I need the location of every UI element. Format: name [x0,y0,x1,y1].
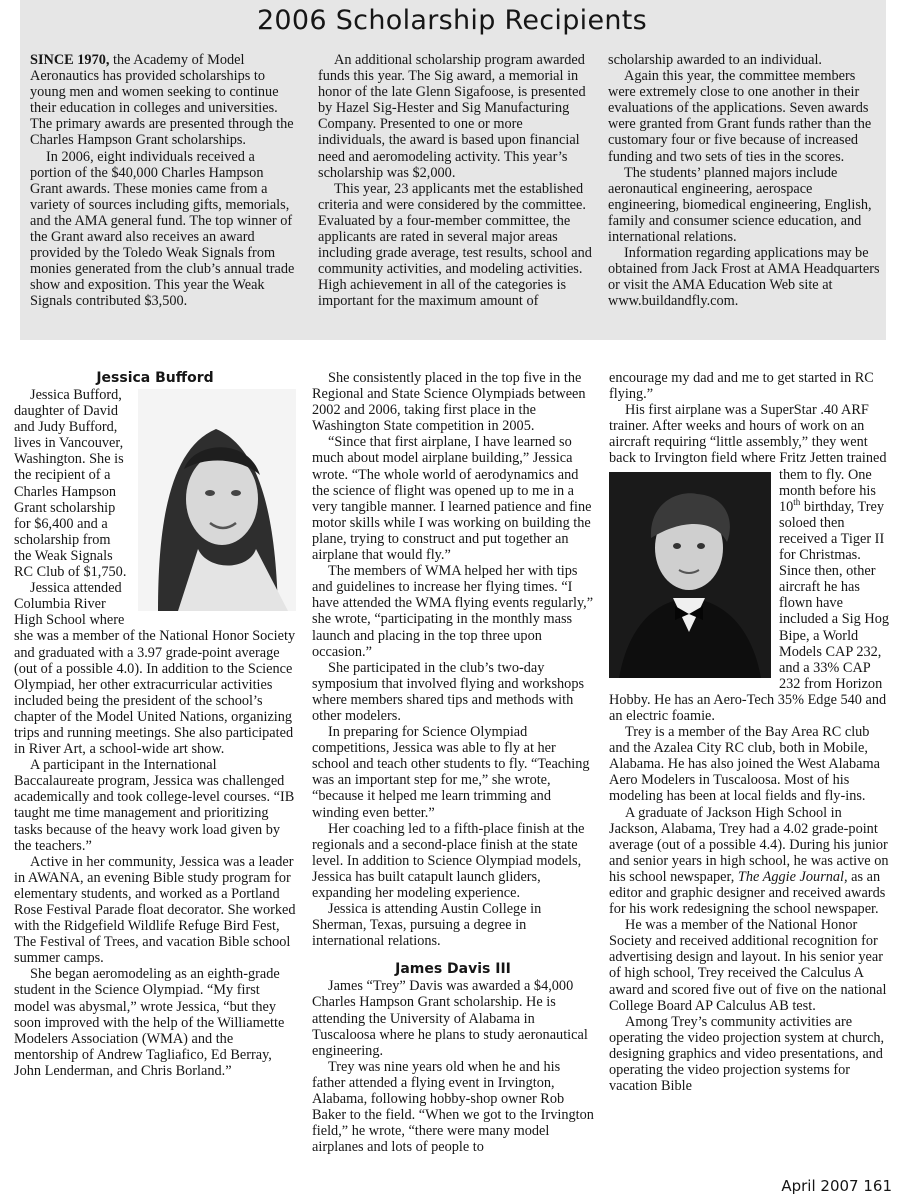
bio-paragraph: He was a member of the National Honor Society and received additional recognition for advertising design and layout. In his senior year of high school, Trey received the Calculus A award and scored five out of five on the national College Board AP Calculus AB test. [609,917,887,1014]
bio-paragraph: She participated in the club’s two-day symposium that involved flying and workshops where members shared tips and methods with other modelers. [312,659,585,724]
bio-paragraph: Jessica is attending Austin College in Sherman, Texas, pursuing a degree in international relations. [312,901,542,950]
bio-paragraph: A graduate of Jackson High School in Jackson, Alabama, Trey had a 4.02 grade-point average (out of a possible 4.4). During his junior and senior years in high school, he was active on his school newspaper, The Aggie Journal, as an editor and graphic designer and received awards for his work redesigning the school newspaper. [609,804,889,918]
intro-paragraph: An additional scholarship program awarded funds this year. The Sig award, a memorial in honor of the late Glenn Sigafoose, is presented by Hazel Sig-Hester and Sig Manufacturing Company. Presented to one or more individuals, the award is based upon financial need and aeromodeling activity. This year’s scholarship was $2,000. [318,52,586,181]
bio-paragraph: Her coaching led to a fifth-place finish at the regionals and a second-place finish at the state level. In addition to Science Olympiad models, Jessica has built catapult launch gliders, expanding her modeling experience. [312,820,585,901]
page-number: 161 [863,1177,892,1195]
bio-paragraph: encourage my dad and me to get started in RC flying.” [609,370,874,403]
bio-paragraph: Jessica Bufford, daughter of David and Judy Bufford, lives in Vancouver, Washington. She is the recipient of a Charles Hampson Grant scholarship for $6,400 and a scholarship from the Weak Signals RC Club of $1,750. [14,387,127,581]
portrait-icon [609,472,771,678]
bio-paragraph: Among Trey’s community activities are operating the video projection system at church, designing graphics and video presentations, and operating the video projection systems for vacation Bible [609,1013,885,1095]
photo-jessica-bufford [138,389,296,611]
bio-name-jessica-bufford: Jessica Bufford [96,370,214,386]
bio-paragraph: Trey was nine years old when he and his father attended a flying event in Irvington, Alabama, following hobby-shop owner Rob Baker to the field. “When we got to the Irvington field,” he wrote, “there were many model airplanes and lots of people to [312,1058,594,1156]
page-footer [781,1176,892,1196]
photo-james-davis [609,472,771,678]
intro-column-3 [608,52,880,310]
portrait-icon [138,389,296,611]
bio-paragraph: “Since that first airplane, I have learned so much about model airplane building,” Jessica wrote. “The whole world of aerodynamics and the science of flight was opened up to me in a very tangible manner. I learned patience and fine motor skills while I was working on building the plane, trying to construct and put together an airplane that would fly.” [312,434,592,564]
intro-paragraph: The students’ planned majors include aeronautical engineering, aerospace engineering, biomedical engineering, English, family and consumer science education, and international relations. [608,164,872,246]
intro-paragraph: SINCE 1970, the Academy of Model Aeronautics has provided scholarships to young men and women seeking to continue their education in colleges and universities. The primary awards are presented through the Charles Hampson Grant scholarships. [30,52,294,149]
bio-paragraph: She began aeromodeling as an eighth-grade student in the Science Olympiad. “My first model was abysmal,” wrote Jessica, “but they soon improved with the help of the Williamette Modelers Association (WMA) and the mentorship of Andrew Tagliafico, Ed Berray, John Lenderman, and Chris Borland.” [14,966,285,1079]
issue-date: April 2007 [781,1177,859,1195]
bio-paragraph: Jessica attended Columbia River High School where she was a member of the National Honor Society and graduated with a 3.97 grade-point average (out of a possible 4.0). In addition to the Science Olympiad, her other extracurricular activities included being the president of the school’s chapter of the Model United Nations, organizing trips and running meetings. She also participated in River Art, a school-wide art show. [14,580,296,758]
bio-paragraph: The members of WMA helped her with tips and guidelines to increase her flying times. “I have attended the WMA flying events regularly,” she wrote, “participating in the monthly mass launch and placing in the top three upon occasion.” [312,563,594,660]
bio-paragraph: She consistently placed in the top five in the Regional and State Science Olympiads between 2002 and 2006, taking first place in the Washington State competition in 2005. [312,370,586,435]
newspaper-title: The Aggie Journal, [737,868,848,885]
bio-paragraph: In preparing for Science Olympiad competitions, Jessica was able to fly at her school and teach other students to fly. “Teaching was an important step for me,” she wrote, “because it helped me learn trimming and winding even better.” [312,724,590,821]
intro-column-2 [318,52,592,310]
page-title: 2006 Scholarship Recipients [256,5,648,36]
intro-paragraph: Information regarding applications may be obtained from Jack Frost at AMA Headquarters or visit the AMA Education Web site at www.buildandfly.com. [608,245,880,310]
bio-paragraph: Active in her community, Jessica was a leader in AWANA, an evening Bible study program for elementary students, and worked as a Portland Rose Festival Parade float decorator. She worked with the Ridgefield Wildlife Refuge Bird Fest, The Festival of Trees, and vacation Bible school summer camps. [14,853,296,967]
article-column-2 [312,370,594,1155]
intro-paragraph: This year, 23 applicants met the established criteria and were considered by the committee. Evaluated by a four-member committee, the applicants are rated in several major areas including grade average, test results, school and community activities, and modeling activities. High achievement in all of the categories is important for the maximum amount of [318,180,592,310]
intro-lead: SINCE 1970, [30,52,110,68]
article-column-3 [609,370,891,1094]
bio-paragraph: James “Trey” Davis was awarded a $4,000 Charles Hampson Grant scholarship. He is attending the University of Alabama in Tuscaloosa where he plans to study aeronautical engineering. [312,978,588,1059]
bio-paragraph: A participant in the International Baccalaureate program, Jessica was challenged academically and took college-level courses. “IB taught me time management and prioritizing tasks because of the heavy work load given by the teachers.” [14,757,295,854]
intro-paragraph: scholarship awarded to an individual. [608,52,822,68]
intro-paragraph: Again this year, the committee members were extremely close to one another in their evaluations of the applications. Seven awards were granted from Grant funds rather than the customary four or five because of increased funding and two sets of ties in the scores. [608,68,872,165]
bio-name-james-davis: James Davis III [395,961,511,978]
article-column-1 [14,370,296,1079]
bio-paragraph: His first airplane was a SuperStar .40 ARF trainer. After weeks and hours of work on an aircraft requiring “little assembly,” they went back to Irvington field where Fritz Jetten trained them to fly. One month before his 10th birthday, Trey soloed then received a Tiger II for Christmas. Since then, other aircraft he has flown have included a Sig Hog Bipe, a World Models CAP 232, and a 33% CAP 232 from Horizon Hobby. He has an Aero-Tech 35% Edge 540 and an electric foamie. [609,402,889,724]
intro-column-1 [30,52,298,310]
intro-paragraph: In 2006, eight individuals received a portion of the $40,000 Charles Hampson Grant awards. These monies came from a variety of sources including gifts, memorials, and the AMA general fund. The top winner of the Grant award also receives an award provided by the Toledo Weak Signals from monies generated from the club’s annual trade show and exposition. This year the Weak Signals contributed $3,500. [30,148,295,310]
bio-paragraph: Trey is a member of the Bay Area RC club and the Azalea City RC club, both in Mobile, Alabama. He has also joined the West Alabama Aero Modelers in Tuscaloosa. Most of his modeling has been at local fields and fly-ins. [609,724,880,805]
